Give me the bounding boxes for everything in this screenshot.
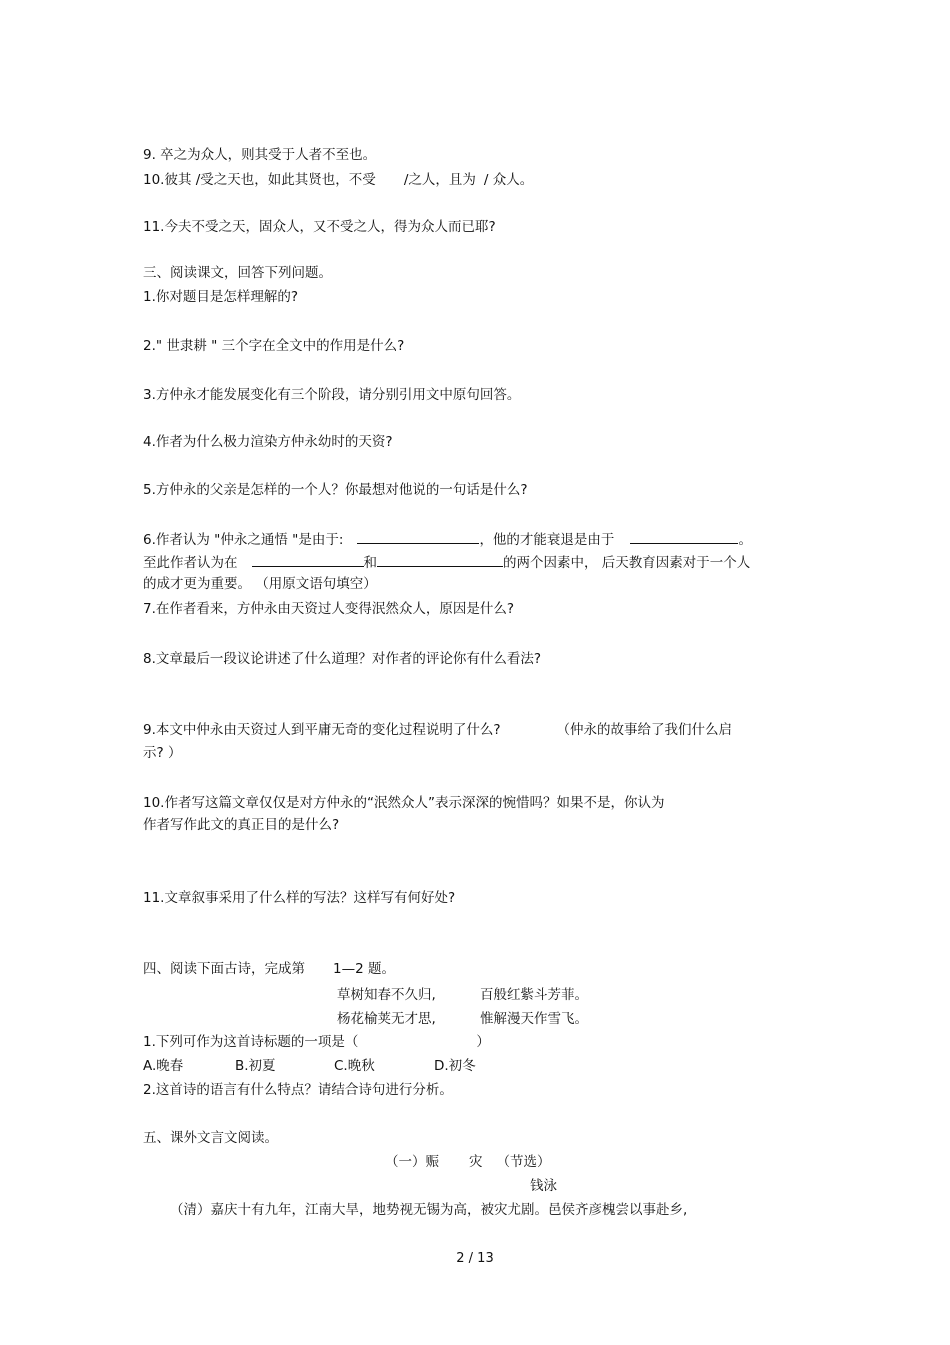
passage-title-c: （节选）	[496, 1154, 551, 1170]
fill-blank[interactable]	[252, 552, 364, 567]
option-b: B.初夏	[235, 1058, 276, 1074]
option-a: A.晚春	[143, 1058, 184, 1074]
s3-question-10-line-2: 作者写作此文的真正目的是什么?	[143, 817, 340, 833]
question-10	[143, 171, 533, 189]
fill-blank[interactable]	[377, 552, 503, 567]
poem-line-2-b: 惟解漫天作雪飞。	[480, 1011, 588, 1027]
question-11: 11.今夫不受之天，固众人，又不受之人，得为众人而已耶?	[143, 219, 496, 235]
s3-question-1: 1.你对题目是怎样理解的?	[143, 289, 299, 305]
poem-line-2-a: 杨花榆荚无才思,	[337, 1011, 436, 1027]
question-10-part-a: 10.彼其 /受之天也，如此其贤也，不受	[143, 172, 376, 188]
page-number: 2 / 13	[456, 1251, 494, 1266]
s3-question-2: 2." 世隶耕 " 三个字在全文中的作用是什么?	[143, 338, 405, 354]
section-four-heading	[143, 960, 395, 978]
s3-question-6-line-3: 的成才更为重要。 （用原文语句填空）	[143, 576, 377, 592]
s3-q9-text-a: 9.本文中仲永由天资过人到平庸无奇的变化过程说明了什么?	[143, 722, 501, 738]
s3-question-9-line-1	[143, 721, 732, 739]
s4-q1-text-b: ）	[476, 1034, 490, 1050]
s3-question-9-line-2: 示? ）	[143, 745, 182, 761]
s3-question-11: 11.文章叙事采用了什么样的写法？这样写有何好处?	[143, 890, 456, 906]
s3-question-8: 8.文章最后一段议论讲述了什么道理？对作者的评论你有什么看法?	[143, 651, 542, 667]
option-d: D.初冬	[434, 1058, 476, 1074]
s3-q6-text-d: 至此作者认为在	[143, 555, 238, 571]
s3-q6-text-f: 的两个因素中， 后天教育因素对于一个人	[503, 555, 751, 571]
s4-question-2: 2.这首诗的语言有什么特点？请结合诗句进行分析。	[143, 1082, 453, 1098]
question-10-part-b: /之人，且为	[403, 172, 476, 188]
s3-question-4: 4.作者为什么极力渲染方仲永幼时的天资?	[143, 434, 393, 450]
question-9: 9. 卒之为众人，则其受于人者不至也。	[143, 147, 377, 163]
s3-question-3: 3.方仲永才能发展变化有三个阶段，请分别引用文中原句回答。	[143, 387, 521, 403]
poem-line-1-a: 草树知春不久归,	[337, 987, 436, 1003]
passage-title	[385, 1153, 551, 1171]
fill-blank[interactable]	[630, 529, 738, 544]
s3-q6-text-c: 。	[738, 532, 752, 548]
section-four-heading-a: 四、阅读下面古诗，完成第	[143, 961, 305, 977]
s3-q6-text-b: ，他的才能衰退是由于	[479, 532, 615, 548]
s3-q6-text-e: 和	[363, 555, 377, 571]
s3-question-10-line-1: 10.作者写这篇文章仅仅是对方仲永的“泯然众人”表示深深的惋惜吗？如果不是，你认为	[143, 795, 665, 811]
passage-title-b: 灾	[469, 1154, 483, 1170]
poem-line-1-b: 百般红紫斗芳菲。	[480, 987, 588, 1003]
s4-question-1	[143, 1033, 490, 1051]
passage-body-line-1: （清）嘉庆十有九年，江南大旱，地势视无锡为高，被灾尤剧。邑侯齐彦槐尝以事赴乡,	[170, 1202, 688, 1218]
s4-q1-text-a: 1.下列可作为这首诗标题的一项是（	[143, 1034, 359, 1050]
s3-question-6-line-1	[143, 529, 752, 549]
section-five-heading: 五、课外文言文阅读。	[143, 1130, 278, 1146]
s3-question-6-line-2	[143, 552, 750, 572]
s3-q6-text-a: 6.作者认为 "仲永之通悟 "是由于:	[143, 532, 344, 548]
passage-author: 钱泳	[530, 1178, 557, 1194]
question-10-part-c: / 众人。	[483, 172, 534, 188]
section-four-heading-b: 1—2 题。	[333, 961, 395, 977]
option-c: C.晚秋	[334, 1058, 375, 1074]
s3-question-7: 7.在作者看来，方仲永由天资过人变得泯然众人，原因是什么?	[143, 601, 515, 617]
fill-blank[interactable]	[357, 529, 479, 544]
s3-question-5: 5.方仲永的父亲是怎样的一个人？你最想对他说的一句话是什么?	[143, 482, 528, 498]
passage-title-a: （一）赈	[385, 1154, 439, 1170]
section-three-heading: 三、阅读课文，回答下列问题。	[143, 265, 332, 281]
s3-q9-text-b: （仲永的故事给了我们什么启	[556, 722, 733, 738]
